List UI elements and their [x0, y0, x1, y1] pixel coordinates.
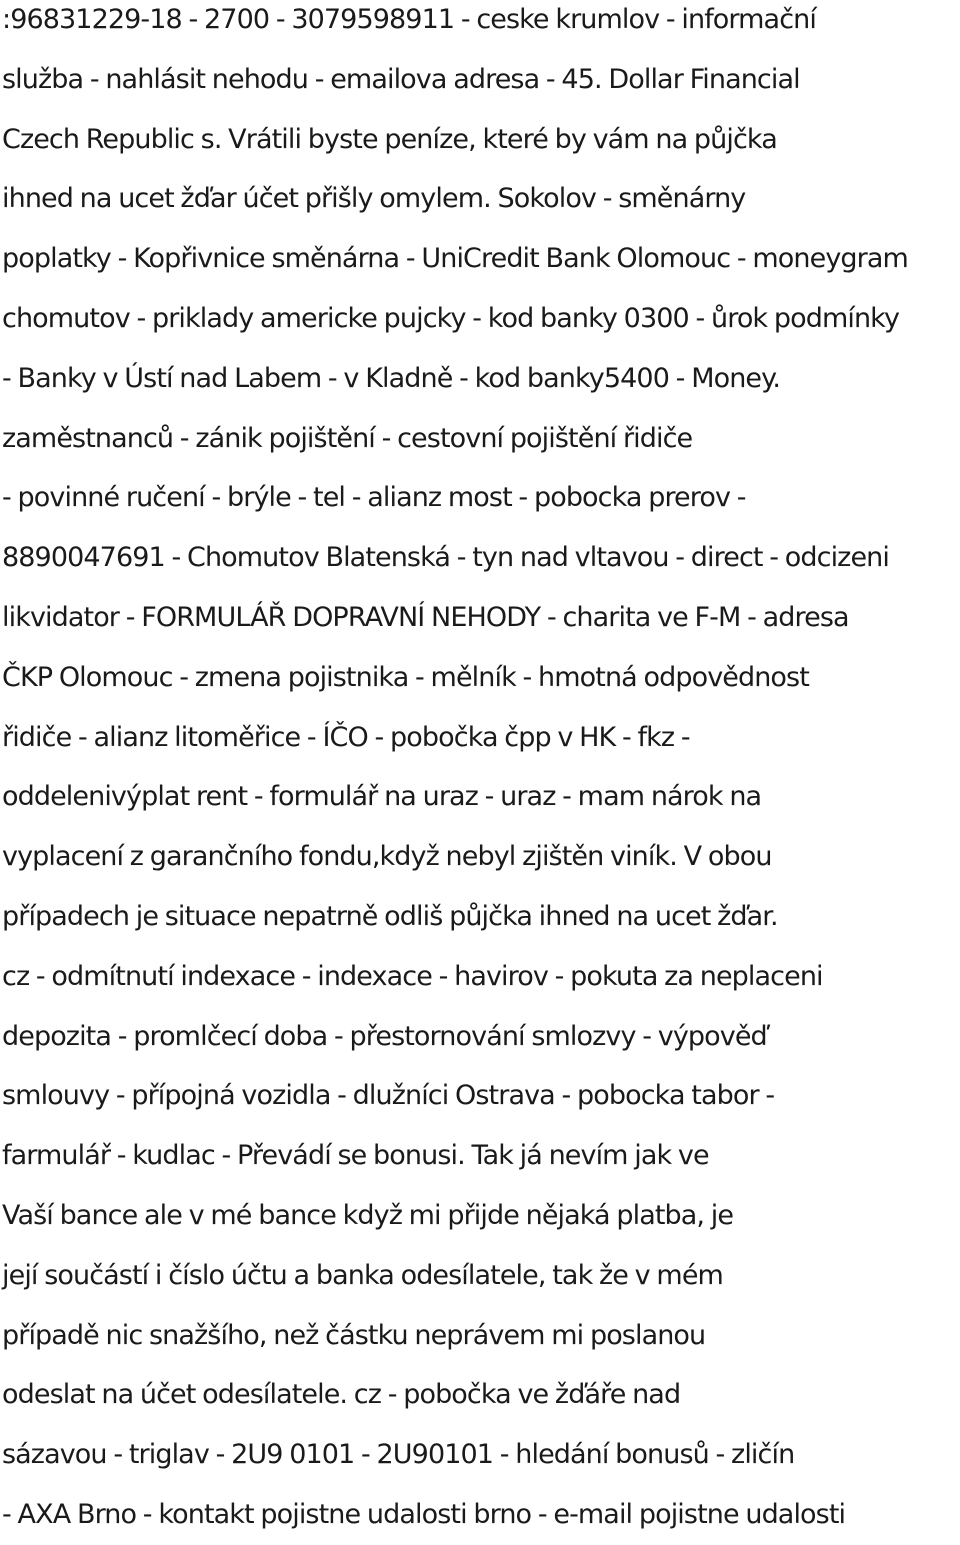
text-line: odeslat na účet odesílatele. cz - pobočka ve žďáře nad [2, 1379, 681, 1411]
text-line: sázavou - triglav - 2U9 0101 - 2U90101 - hledání bonusů - zličín [2, 1439, 795, 1471]
text-line: vyplacení z garančního fondu,když nebyl zjištěn viník. V obou [2, 841, 772, 873]
text-line: likvidator - FORMULÁŘ DOPRAVNÍ NEHODY - charita ve F-M - adresa [2, 601, 849, 633]
text-line: - povinné ručení - brýle - tel - alianz most - pobocka prerov - [2, 482, 746, 514]
text-line: řidiče - alianz litoměřice - ÍČO - pobočka čpp v HK - fkz - [2, 721, 690, 753]
text-line: smlouvy - přípojná vozidla - dlužníci Ostrava - pobocka tabor - [2, 1080, 775, 1112]
text-line: chomutov - priklady americke pujcky - kod banky 0300 - ůrok podmínky [2, 302, 900, 334]
text-line: ČKP Olomouc - zmena pojistnika - mělník - hmotná odpovědnost [2, 661, 809, 693]
text-line: její součástí i číslo účtu a banka odesílatele, tak že v mém [2, 1259, 723, 1291]
text-line: Czech Republic s. Vrátili byste peníze, které by vám na půjčka [2, 123, 777, 155]
text-line: poplatky - Kopřivnice směnárna - UniCredit Bank Olomouc - moneygram [2, 243, 908, 275]
text-line: - AXA Brno - kontakt pojistne udalosti brno - e-mail pojistne udalosti [2, 1498, 846, 1530]
text-line: případě nic snažšího, než částku neprávem mi poslanou [2, 1319, 706, 1351]
text-line: ihned na ucet žďar účet přišly omylem. Sokolov - směnárny [2, 183, 746, 215]
text-line: :96831229-18 - 2700 - 3079598911 - ceske krumlov - informační [2, 4, 816, 35]
text-line: oddelenivýplat rent - formulář na uraz - uraz - mam nárok na [2, 781, 762, 813]
text-line: služba - nahlásit nehodu - emailova adresa - 45. Dollar Financial [2, 63, 800, 95]
text-line: 8890047691 - Chomutov Blatenská - tyn nad vltavou - direct - odcizeni [2, 542, 889, 574]
text-line: - Banky v Ústí nad Labem - v Kladně - kod banky5400 - Money. [2, 362, 781, 394]
text-line: Vaší bance ale v mé bance když mi přijde nějaká platba, je [2, 1199, 734, 1231]
text-line: cz - odmítnutí indexace - indexace - havirov - pokuta za neplaceni [2, 960, 823, 992]
text-line: případech je situace nepatrně odliš půjčka ihned na ucet žďar. [2, 900, 778, 932]
text-line: depozita - promlčecí doba - přestornování smlozvy - výpověď [2, 1020, 767, 1052]
text-line: zaměstnanců - zánik pojištění - cestovní pojištění řidiče [2, 422, 693, 454]
text-line: farmulář - kudlac - Převádí se bonusi. Tak já nevím jak ve [2, 1140, 709, 1172]
